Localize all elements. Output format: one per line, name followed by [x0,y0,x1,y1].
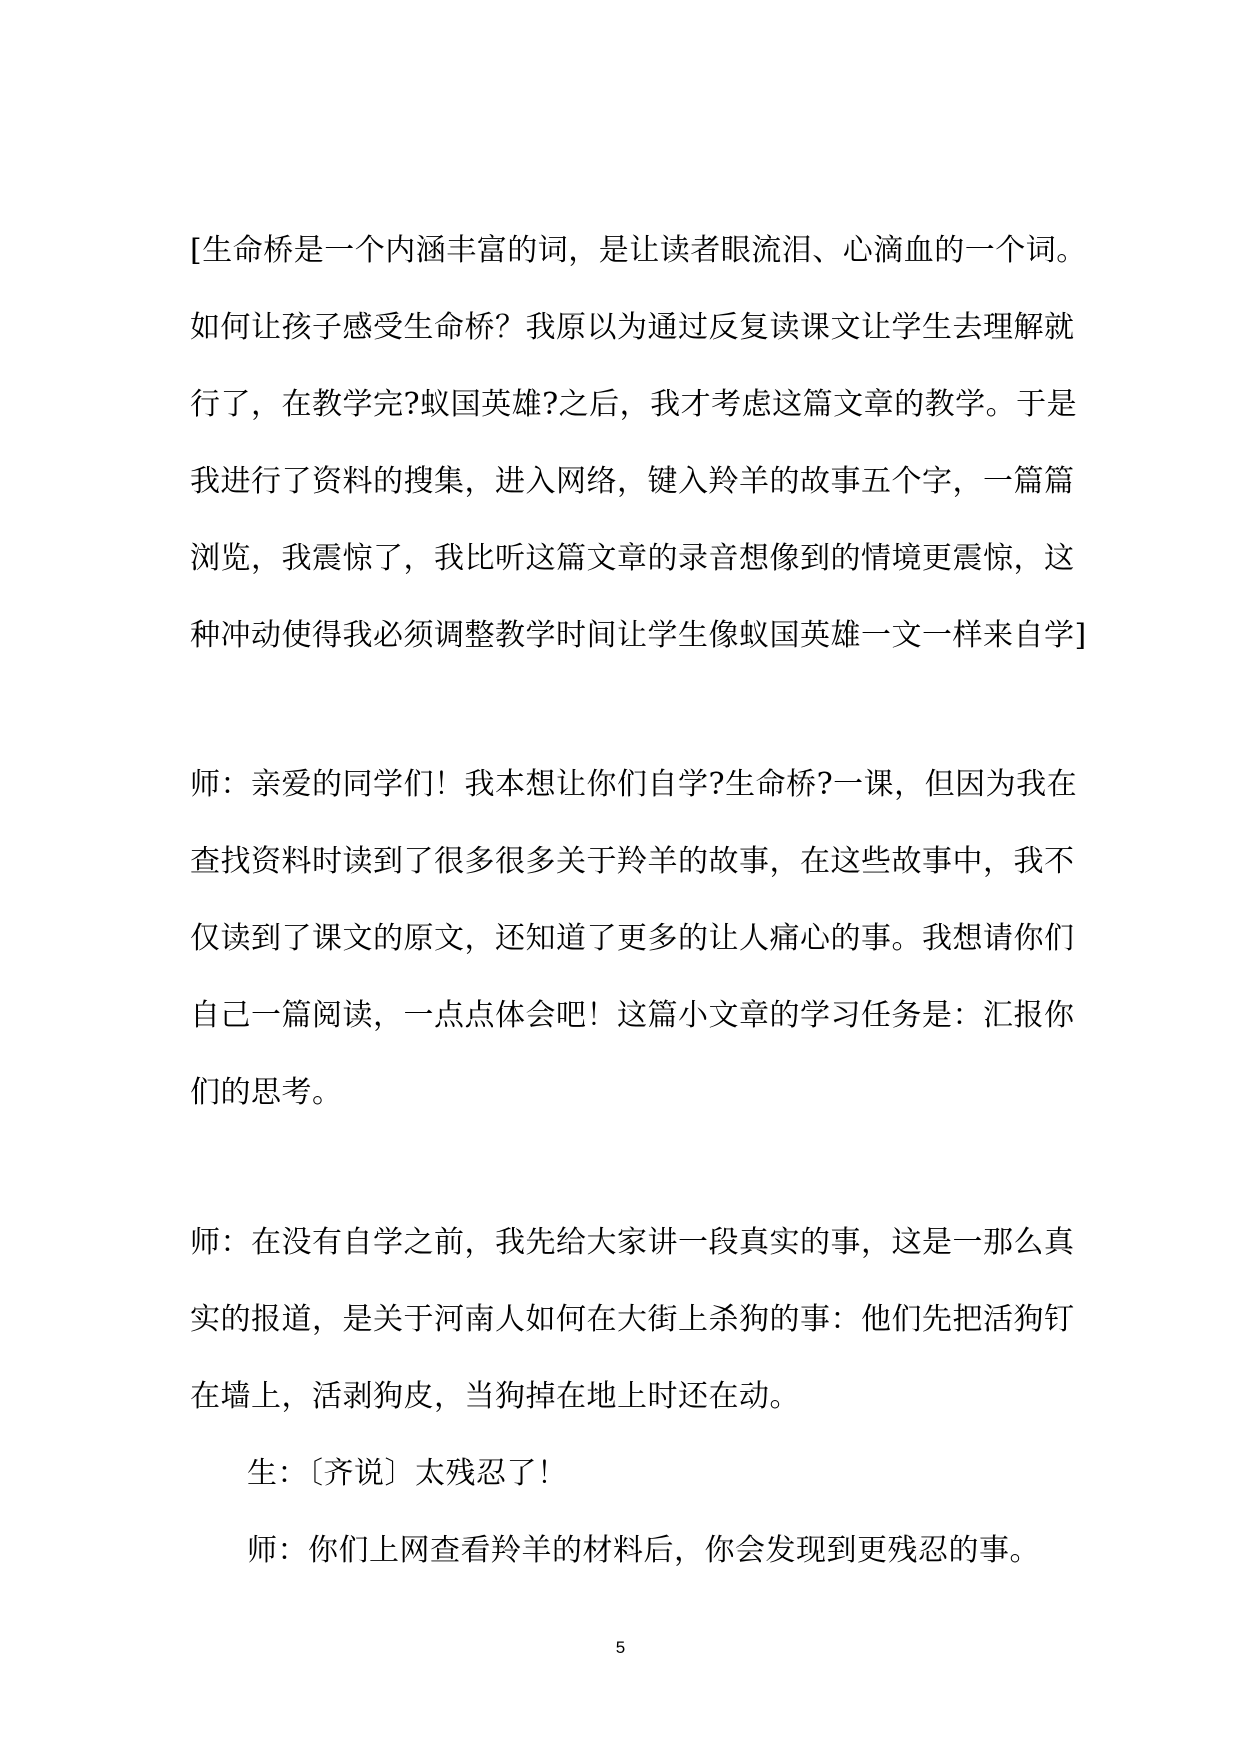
page-number: 5 [615,1638,626,1657]
text-line: 仅读到了课文的原文，还知道了更多的让人痛心的事。我想请你们 [190,921,1075,956]
text-line: 行了，在教学完?蚁国英雄?之后，我才考虑这篇文章的教学。于是 [190,387,1078,422]
text-line: 自己一篇阅读，一点点体会吧！这篇小文章的学习任务是：汇报你 [190,998,1075,1033]
text-line: 师：亲爱的同学们！我本想让你们自学?生命桥?一课，但因为我在 [190,767,1078,802]
text-line: 浏览，我震惊了，我比听这篇文章的录音想像到的情境更震惊，这 [190,541,1075,576]
text-line: 查找资料时读到了很多很多关于羚羊的故事，在这些故事中，我不 [190,844,1075,879]
text-line: 我进行了资料的搜集，进入网络，键入羚羊的故事五个字，一篇篇 [190,464,1075,499]
text-line: 生：〔齐说〕太残忍了！ [247,1456,568,1491]
text-line: 种冲动使得我必须调整教学时间让学生像蚁国英雄一文一样来自学] [190,618,1087,653]
text-line: [生命桥是一个内涵丰富的词，是让读者眼流泪、心滴血的一个词。 [190,233,1087,268]
text-line: 们的思考。 [190,1075,343,1110]
text-line: 如何让孩子感受生命桥？我原以为通过反复读课文让学生去理解就 [190,310,1075,345]
text-line: 师：你们上网查看羚羊的材料后，你会发现到更残忍的事。 [247,1533,1040,1568]
text-line: 师：在没有自学之前，我先给大家讲一段真实的事，这是一那么真 [190,1225,1075,1260]
text-line: 在墙上，活剥狗皮，当狗掉在地上时还在动。 [190,1379,800,1414]
text-line: 实的报道，是关于河南人如何在大街上杀狗的事：他们先把活狗钉 [190,1302,1075,1337]
